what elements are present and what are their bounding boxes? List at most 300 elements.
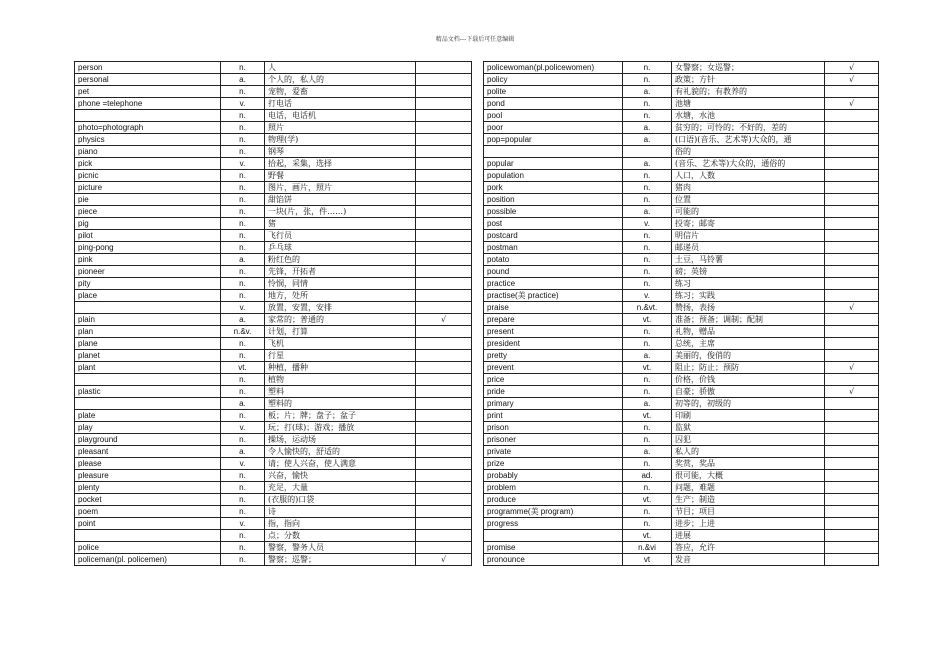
part-of-speech-cell: n. — [623, 98, 672, 110]
word-cell: plenty — [75, 482, 221, 494]
check-mark-cell — [825, 254, 879, 266]
meaning-cell: 贫穷的；可怜的；不好的，差的 — [672, 122, 825, 134]
part-of-speech-cell: n. — [221, 350, 265, 362]
table-row — [484, 110, 879, 122]
meaning-cell: 总统，主席 — [672, 338, 825, 350]
check-mark-cell — [416, 218, 472, 230]
table-row — [484, 374, 879, 386]
part-of-speech-cell: n. — [623, 110, 672, 122]
word-cell: popular — [484, 158, 623, 170]
check-mark-cell — [825, 422, 879, 434]
meaning-cell: 邮递员 — [672, 242, 825, 254]
check-mark-cell — [416, 86, 472, 98]
table-row — [75, 518, 472, 530]
table-row — [484, 470, 879, 482]
word-cell — [75, 374, 221, 386]
check-mark-cell — [825, 134, 879, 146]
table-row — [75, 230, 472, 242]
table-row — [484, 242, 879, 254]
word-cell: pleasant — [75, 446, 221, 458]
table-row — [484, 530, 879, 542]
check-mark-cell — [825, 506, 879, 518]
word-cell: pop=popular — [484, 134, 623, 146]
word-cell: prison — [484, 422, 623, 434]
meaning-cell: 可能的 — [672, 206, 825, 218]
word-cell: post — [484, 218, 623, 230]
meaning-cell: 进展 — [672, 530, 825, 542]
meaning-cell: 自豪；骄傲 — [672, 386, 825, 398]
check-mark-cell — [416, 206, 472, 218]
check-mark-cell — [825, 530, 879, 542]
part-of-speech-cell: a. — [221, 398, 265, 410]
check-mark-cell — [416, 506, 472, 518]
check-mark-cell: √ — [825, 74, 879, 86]
check-mark-cell — [825, 290, 879, 302]
vocab-table-right — [483, 61, 879, 566]
part-of-speech-cell: n. — [623, 242, 672, 254]
table-row — [484, 122, 879, 134]
meaning-cell: 俗的 — [672, 146, 825, 158]
meaning-cell: 电话，电话机 — [265, 110, 416, 122]
word-cell: plan — [75, 326, 221, 338]
table-row — [75, 362, 472, 374]
part-of-speech-cell: n. — [623, 506, 672, 518]
part-of-speech-cell: n. — [221, 494, 265, 506]
meaning-cell: 美丽的，俊俏的 — [672, 350, 825, 362]
part-of-speech-cell: v. — [221, 302, 265, 314]
part-of-speech-cell: n. — [221, 374, 265, 386]
part-of-speech-cell: a. — [623, 398, 672, 410]
meaning-cell: 塑料的 — [265, 398, 416, 410]
check-mark-cell — [825, 398, 879, 410]
meaning-cell: 宠物，爱畜 — [265, 86, 416, 98]
check-mark-cell — [825, 482, 879, 494]
meaning-cell: 令人愉快的，舒适的 — [265, 446, 416, 458]
part-of-speech-cell: n. — [623, 482, 672, 494]
meaning-cell: 塑料 — [265, 386, 416, 398]
table-row — [484, 386, 879, 398]
part-of-speech-cell: n. — [221, 86, 265, 98]
check-mark-cell — [416, 362, 472, 374]
check-mark-cell — [825, 434, 879, 446]
check-mark-cell — [825, 494, 879, 506]
part-of-speech-cell: n.&v. — [221, 326, 265, 338]
part-of-speech-cell: n. — [623, 182, 672, 194]
meaning-cell: (口语)(音乐、艺术等)大众的，通 — [672, 134, 825, 146]
word-cell: piece — [75, 206, 221, 218]
word-cell — [75, 302, 221, 314]
check-mark-cell — [825, 170, 879, 182]
meaning-cell: 地方，处所 — [265, 290, 416, 302]
part-of-speech-cell: n. — [623, 458, 672, 470]
check-mark-cell — [825, 458, 879, 470]
meaning-cell: 行星 — [265, 350, 416, 362]
part-of-speech-cell: n. — [623, 254, 672, 266]
part-of-speech-cell: a. — [623, 350, 672, 362]
check-mark-cell — [825, 338, 879, 350]
table-row — [484, 230, 879, 242]
part-of-speech-cell: n. — [221, 62, 265, 74]
meaning-cell: 飞机 — [265, 338, 416, 350]
part-of-speech-cell: n. — [623, 518, 672, 530]
check-mark-cell — [825, 554, 879, 566]
part-of-speech-cell: n. — [221, 230, 265, 242]
table-row — [75, 278, 472, 290]
word-cell: praise — [484, 302, 623, 314]
word-cell: piano — [75, 146, 221, 158]
check-mark-cell — [416, 302, 472, 314]
meaning-cell: 植物 — [265, 374, 416, 386]
check-mark-cell: √ — [416, 314, 472, 326]
table-row — [484, 434, 879, 446]
check-mark-cell — [825, 146, 879, 158]
table-row — [75, 266, 472, 278]
table-row — [75, 506, 472, 518]
check-mark-cell — [416, 194, 472, 206]
check-mark-cell — [416, 134, 472, 146]
part-of-speech-cell: vt. — [623, 530, 672, 542]
word-cell: picnic — [75, 170, 221, 182]
word-cell: private — [484, 446, 623, 458]
part-of-speech-cell: n. — [221, 470, 265, 482]
meaning-cell: 奖赏，奖品 — [672, 458, 825, 470]
table-row — [75, 158, 472, 170]
meaning-cell: 土豆，马铃薯 — [672, 254, 825, 266]
check-mark-cell — [825, 446, 879, 458]
word-cell: pity — [75, 278, 221, 290]
word-cell: pig — [75, 218, 221, 230]
word-cell: print — [484, 410, 623, 422]
meaning-cell: 投寄；邮寄 — [672, 218, 825, 230]
table-row — [75, 146, 472, 158]
part-of-speech-cell: n. — [221, 218, 265, 230]
part-of-speech-cell: vt — [623, 554, 672, 566]
meaning-cell: 明信片 — [672, 230, 825, 242]
meaning-cell: 练习；实践 — [672, 290, 825, 302]
meaning-cell: 池塘 — [672, 98, 825, 110]
check-mark-cell — [416, 434, 472, 446]
word-cell: possible — [484, 206, 623, 218]
check-mark-cell — [825, 266, 879, 278]
part-of-speech-cell: v. — [221, 458, 265, 470]
meaning-cell: 照片 — [265, 122, 416, 134]
word-cell: potato — [484, 254, 623, 266]
table-row — [75, 218, 472, 230]
part-of-speech-cell: a. — [221, 254, 265, 266]
check-mark-cell: √ — [825, 62, 879, 74]
meaning-cell: 打电话 — [265, 98, 416, 110]
word-cell — [484, 146, 623, 158]
table-row — [484, 506, 879, 518]
word-cell: police — [75, 542, 221, 554]
part-of-speech-cell: n. — [623, 434, 672, 446]
meaning-cell: 磅；英镑 — [672, 266, 825, 278]
meaning-cell: 兴奋，愉快 — [265, 470, 416, 482]
meaning-cell: 有礼貌的；有教养的 — [672, 86, 825, 98]
word-cell: prepare — [484, 314, 623, 326]
part-of-speech-cell: n. — [623, 386, 672, 398]
check-mark-cell: √ — [416, 554, 472, 566]
part-of-speech-cell: n. — [221, 530, 265, 542]
part-of-speech-cell: n. — [221, 386, 265, 398]
word-cell — [75, 110, 221, 122]
meaning-cell: 节目；项目 — [672, 506, 825, 518]
word-cell: prevent — [484, 362, 623, 374]
word-cell: ping-pong — [75, 242, 221, 254]
meaning-cell: 赞扬，表扬 — [672, 302, 825, 314]
part-of-speech-cell: v. — [221, 158, 265, 170]
table-row — [75, 350, 472, 362]
part-of-speech-cell: a. — [623, 134, 672, 146]
check-mark-cell — [416, 170, 472, 182]
meaning-cell: 先锋，开拓者 — [265, 266, 416, 278]
part-of-speech-cell: n. — [623, 326, 672, 338]
table-row — [484, 458, 879, 470]
table-row — [484, 266, 879, 278]
check-mark-cell — [416, 230, 472, 242]
part-of-speech-cell: n. — [221, 482, 265, 494]
word-cell: photo=photograph — [75, 122, 221, 134]
word-cell: programme(美 program) — [484, 506, 623, 518]
part-of-speech-cell: a. — [623, 158, 672, 170]
part-of-speech-cell: n. — [221, 278, 265, 290]
part-of-speech-cell — [623, 146, 672, 158]
meaning-cell: 物理(学) — [265, 134, 416, 146]
word-cell: practice — [484, 278, 623, 290]
part-of-speech-cell: v. — [221, 422, 265, 434]
part-of-speech-cell: n. — [221, 110, 265, 122]
meaning-cell: 点；分数 — [265, 530, 416, 542]
word-cell: pink — [75, 254, 221, 266]
check-mark-cell: √ — [825, 362, 879, 374]
meaning-cell: 玩；打(球)；游戏；播放 — [265, 422, 416, 434]
meaning-cell: 充足，大量 — [265, 482, 416, 494]
word-cell: plastic — [75, 386, 221, 398]
part-of-speech-cell: n. — [221, 410, 265, 422]
part-of-speech-cell: vt. — [623, 314, 672, 326]
check-mark-cell — [825, 350, 879, 362]
table-row — [75, 446, 472, 458]
word-cell: pet — [75, 86, 221, 98]
check-mark-cell — [416, 146, 472, 158]
table-row — [75, 98, 472, 110]
table-row — [484, 170, 879, 182]
check-mark-cell — [825, 278, 879, 290]
table-row — [75, 122, 472, 134]
word-cell: policeman(pl. policemen) — [75, 554, 221, 566]
table-row — [75, 170, 472, 182]
table-row — [75, 74, 472, 86]
meaning-cell: 警察，警务人员 — [265, 542, 416, 554]
part-of-speech-cell: n. — [221, 182, 265, 194]
meaning-cell: 练习 — [672, 278, 825, 290]
table-row — [75, 134, 472, 146]
word-cell: phone =telephone — [75, 98, 221, 110]
word-cell: pronounce — [484, 554, 623, 566]
check-mark-cell — [825, 218, 879, 230]
table-row — [484, 362, 879, 374]
word-cell: promise — [484, 542, 623, 554]
table-row — [484, 422, 879, 434]
part-of-speech-cell: n. — [221, 554, 265, 566]
meaning-cell: 猪 — [265, 218, 416, 230]
check-mark-cell — [825, 410, 879, 422]
table-row — [75, 302, 472, 314]
table-row — [75, 410, 472, 422]
meaning-cell: 请；使人兴奋，使人满意 — [265, 458, 416, 470]
check-mark-cell — [416, 530, 472, 542]
part-of-speech-cell: a. — [221, 446, 265, 458]
meaning-cell: 人 — [265, 62, 416, 74]
part-of-speech-cell: n. — [623, 74, 672, 86]
check-mark-cell: √ — [825, 98, 879, 110]
part-of-speech-cell: n. — [623, 338, 672, 350]
word-cell: pretty — [484, 350, 623, 362]
table-row — [484, 86, 879, 98]
table-row — [484, 398, 879, 410]
word-cell: practise(美 practice) — [484, 290, 623, 302]
word-cell — [75, 398, 221, 410]
meaning-cell: 钢琴 — [265, 146, 416, 158]
check-mark-cell — [825, 206, 879, 218]
word-cell: pilot — [75, 230, 221, 242]
meaning-cell: 家常的；普通的 — [265, 314, 416, 326]
table-row — [75, 326, 472, 338]
check-mark-cell — [825, 470, 879, 482]
meaning-cell: 操场，运动场 — [265, 434, 416, 446]
part-of-speech-cell: n. — [623, 194, 672, 206]
table-row — [484, 254, 879, 266]
word-cell: personal — [75, 74, 221, 86]
meaning-cell: 拾起，采集，选择 — [265, 158, 416, 170]
check-mark-cell — [416, 182, 472, 194]
word-cell: pool — [484, 110, 623, 122]
meaning-cell: 图片，画片，照片 — [265, 182, 416, 194]
table-row — [484, 158, 879, 170]
word-cell: prize — [484, 458, 623, 470]
meaning-cell: 生产；制造 — [672, 494, 825, 506]
vocab-table-left — [74, 61, 472, 566]
check-mark-cell — [825, 326, 879, 338]
table-row — [75, 86, 472, 98]
part-of-speech-cell: n. — [221, 266, 265, 278]
check-mark-cell — [416, 62, 472, 74]
meaning-cell: 准备；预备；调制；配制 — [672, 314, 825, 326]
meaning-cell: 进步；上进 — [672, 518, 825, 530]
word-cell: primary — [484, 398, 623, 410]
word-cell: policy — [484, 74, 623, 86]
part-of-speech-cell: n. — [221, 242, 265, 254]
meaning-cell: 礼物，赠品 — [672, 326, 825, 338]
part-of-speech-cell: v. — [221, 98, 265, 110]
table-row — [484, 446, 879, 458]
part-of-speech-cell: n. — [221, 290, 265, 302]
table-row — [75, 314, 472, 326]
check-mark-cell — [416, 446, 472, 458]
check-mark-cell — [416, 386, 472, 398]
table-row — [484, 350, 879, 362]
table-row — [75, 110, 472, 122]
table-row — [75, 386, 472, 398]
table-row — [75, 470, 472, 482]
table-row — [484, 518, 879, 530]
table-row — [75, 422, 472, 434]
table-row — [75, 398, 472, 410]
check-mark-cell — [825, 194, 879, 206]
word-cell: policewoman(pl.policewomen) — [484, 62, 623, 74]
word-cell: polite — [484, 86, 623, 98]
table-row — [484, 494, 879, 506]
meaning-cell: 乒乓球 — [265, 242, 416, 254]
word-cell: person — [75, 62, 221, 74]
part-of-speech-cell: vt. — [623, 494, 672, 506]
word-cell: price — [484, 374, 623, 386]
table-row — [75, 494, 472, 506]
page-header: 精品文档---下载后可任意编辑 — [435, 36, 515, 43]
check-mark-cell — [825, 110, 879, 122]
meaning-cell: 发音 — [672, 554, 825, 566]
part-of-speech-cell: n. — [221, 542, 265, 554]
table-row — [75, 194, 472, 206]
part-of-speech-cell: a. — [623, 86, 672, 98]
check-mark-cell — [825, 230, 879, 242]
table-row — [484, 74, 879, 86]
table-row — [484, 194, 879, 206]
check-mark-cell — [416, 494, 472, 506]
check-mark-cell — [416, 158, 472, 170]
word-cell: picture — [75, 182, 221, 194]
word-cell: plate — [75, 410, 221, 422]
check-mark-cell — [825, 158, 879, 170]
meaning-cell: 位置 — [672, 194, 825, 206]
table-row — [484, 326, 879, 338]
word-cell: place — [75, 290, 221, 302]
check-mark-cell: √ — [825, 386, 879, 398]
part-of-speech-cell: n. — [623, 170, 672, 182]
check-mark-cell — [416, 398, 472, 410]
check-mark-cell — [416, 290, 472, 302]
word-cell: poem — [75, 506, 221, 518]
check-mark-cell — [416, 422, 472, 434]
table-row — [75, 482, 472, 494]
check-mark-cell — [416, 410, 472, 422]
word-cell: pound — [484, 266, 623, 278]
table-row — [484, 302, 879, 314]
check-mark-cell — [416, 374, 472, 386]
part-of-speech-cell: n. — [221, 194, 265, 206]
part-of-speech-cell: n. — [221, 134, 265, 146]
word-cell: postman — [484, 242, 623, 254]
part-of-speech-cell: n. — [623, 266, 672, 278]
check-mark-cell — [825, 182, 879, 194]
word-cell: probably — [484, 470, 623, 482]
meaning-cell: 水塘，水池 — [672, 110, 825, 122]
part-of-speech-cell: vt. — [623, 410, 672, 422]
meaning-cell: 答应，允许 — [672, 542, 825, 554]
meaning-cell: 价格，价钱 — [672, 374, 825, 386]
table-row — [75, 290, 472, 302]
word-cell: plane — [75, 338, 221, 350]
word-cell: poor — [484, 122, 623, 134]
meaning-cell: 阻止；防止；预防 — [672, 362, 825, 374]
table-row — [484, 554, 879, 566]
word-cell: planet — [75, 350, 221, 362]
meaning-cell: 飞行员 — [265, 230, 416, 242]
check-mark-cell — [416, 482, 472, 494]
check-mark-cell — [825, 122, 879, 134]
word-cell: progress — [484, 518, 623, 530]
part-of-speech-cell: a. — [623, 122, 672, 134]
